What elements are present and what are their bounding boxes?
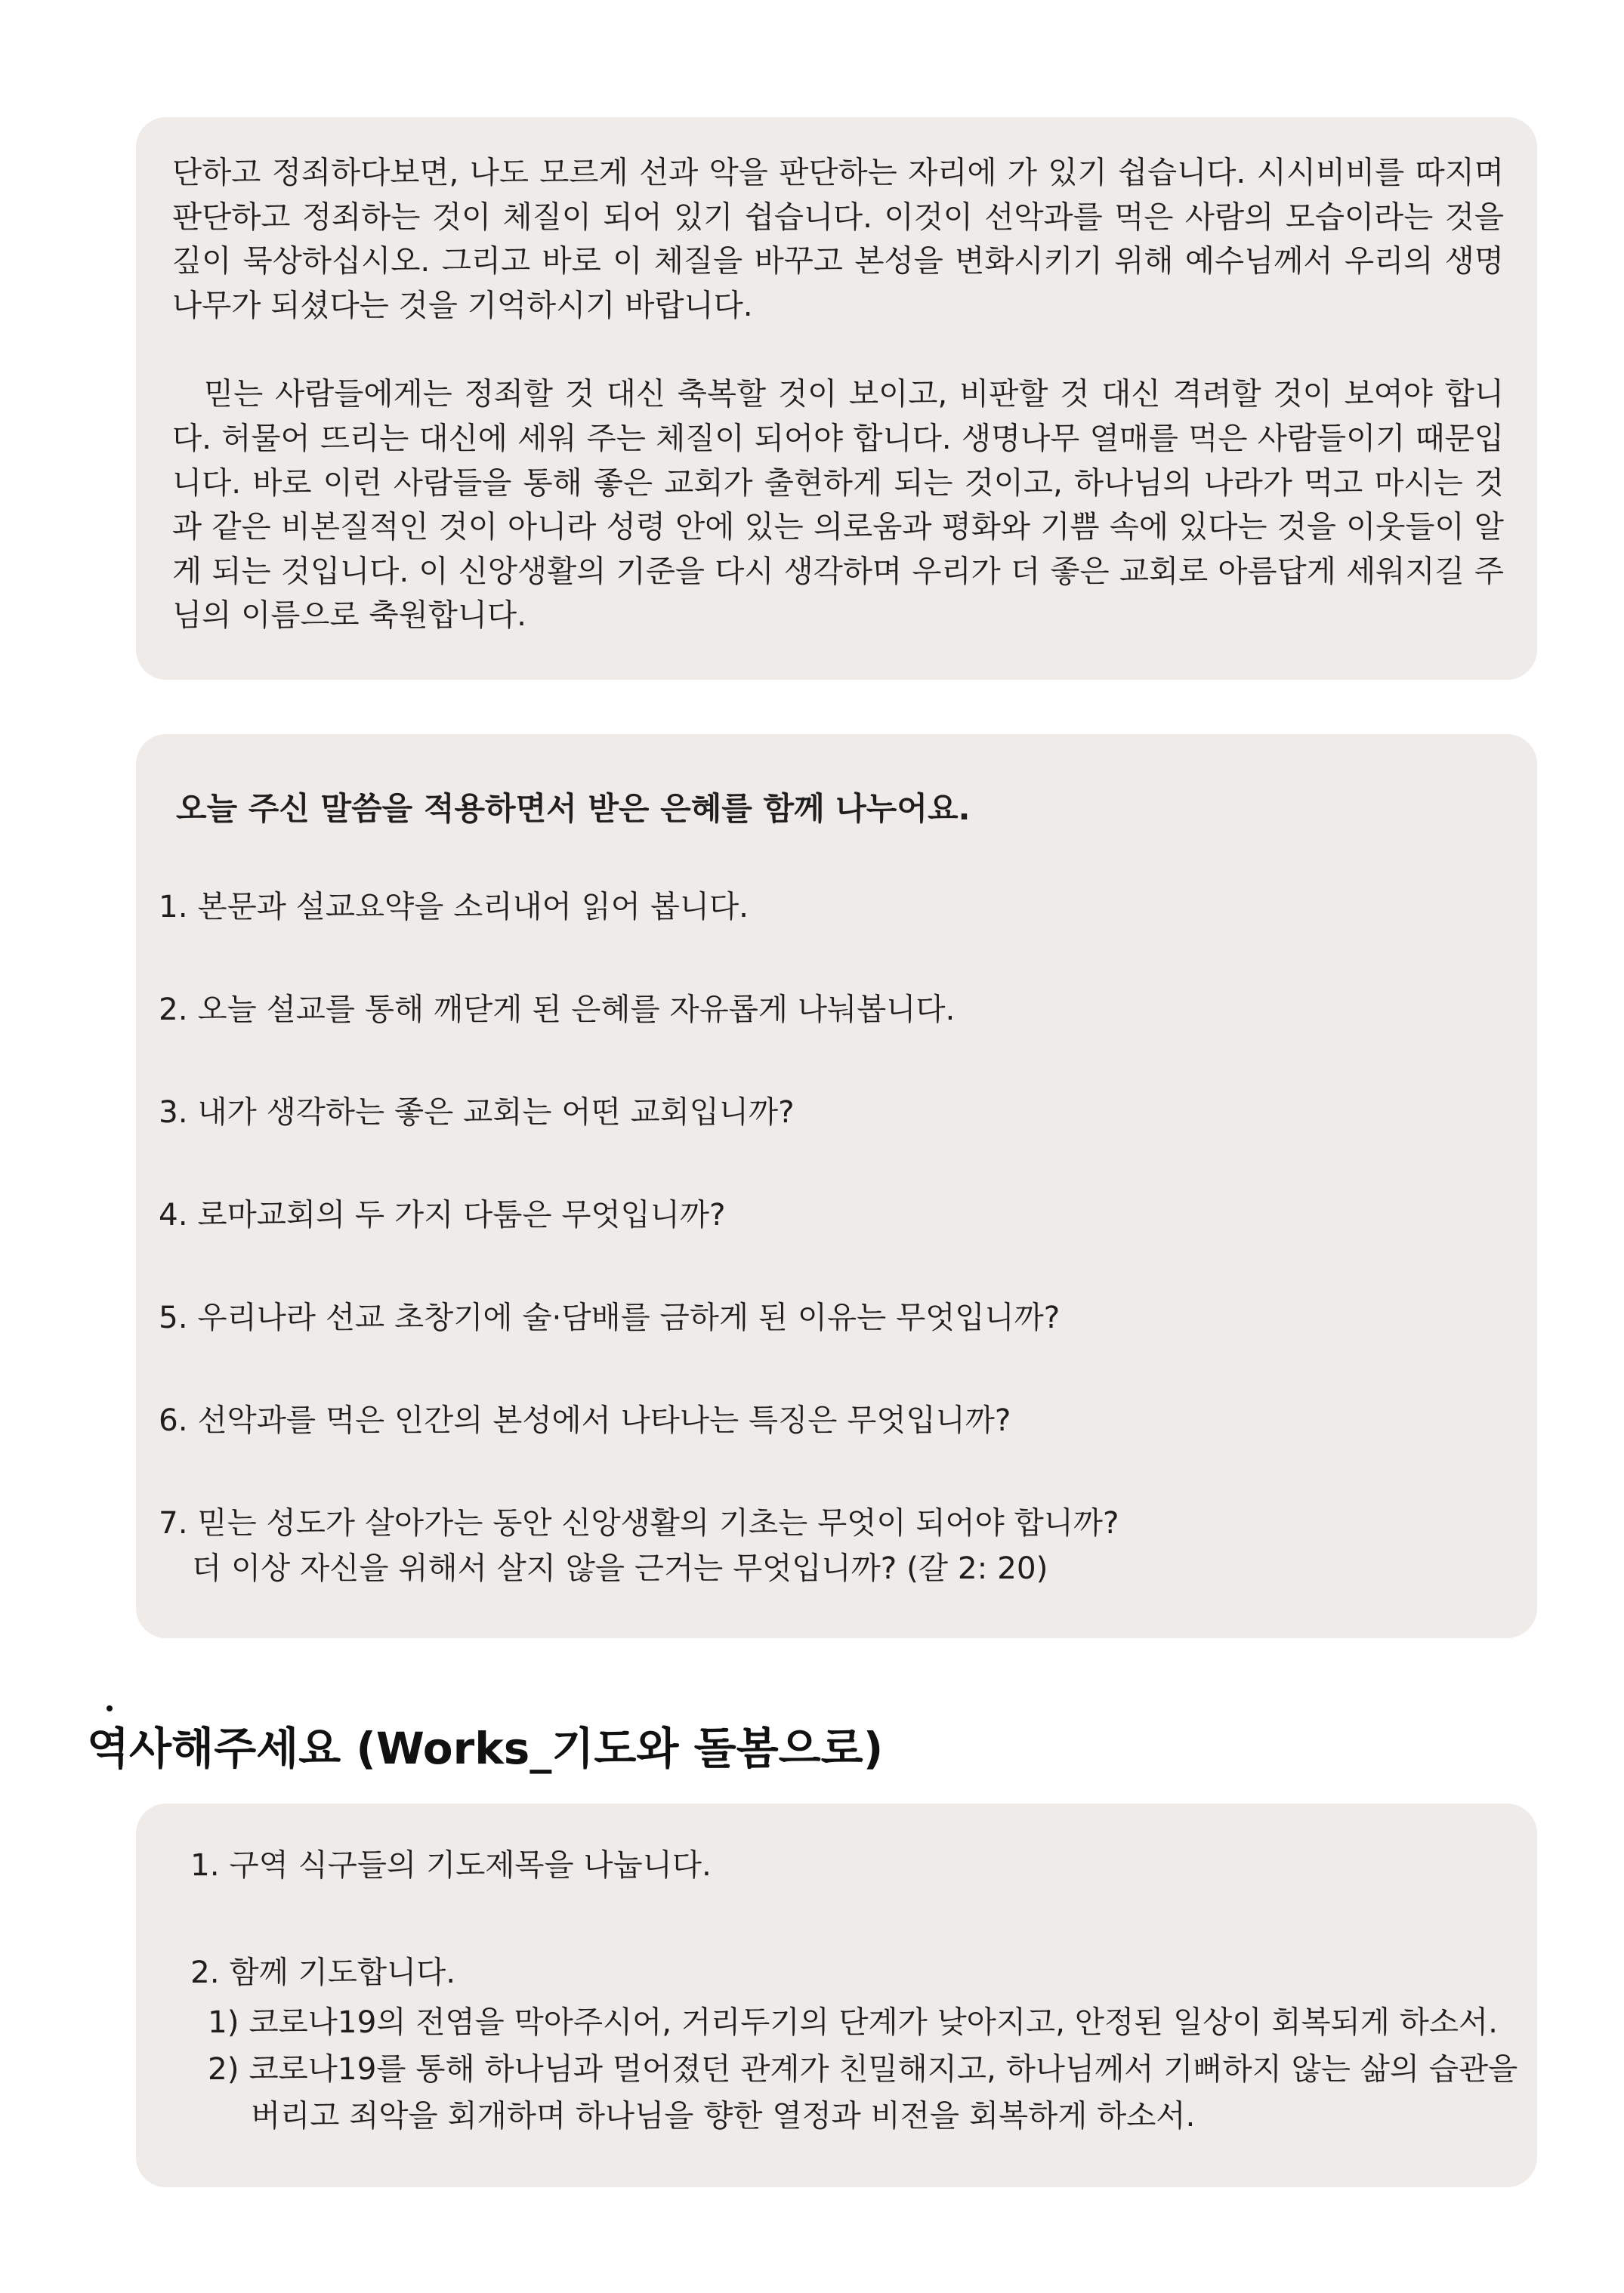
discussion-questions-card [136,734,1537,1638]
summary-paragraph-2: 믿는 사람들에게는 정죄할 것 대신 축복할 것이 보이고, 비판할 것 대신 격려할 것이 보여야 합니다. 허물어 뜨리는 대신에 세워 주는 체질이 되어야 합니다. 생명나무 열매를 먹은 사람들이기 때문입니다. 바로 이런 사람들을 통해 좋은 교회가 출현하게 되는 것이고, 하나님의 나라가 먹고 마시는 것과 같은 비본질적인 것이 아니라 성령 안에 있는 의로움과 평화와 기쁨 속에 있다는 것을 이웃들이 알게 되는 것입니다. 이 신앙생활의 기준을 다시 생각하며 우리가 더 좋은 교회로 아름답게 세워지길 주님의 이름으로 축원합니다. [172,375,1504,634]
works-section-heading: 역사해주세요 (Works_기도와 돌봄으로) [87,1723,884,1774]
question-item: 5. 우리나라 선교 초창기에 술·담배를 금하게 된 이유는 무엇입니까? [159,1299,1061,1335]
question-item: 7. 믿는 성도가 살아가는 동안 신앙생활의 기초는 무엇이 되어야 합니까? [159,1504,1119,1541]
prayer-step: 2. 함께 기도합니다. [190,1954,456,1990]
question-item-continuation: 더 이상 자신을 위해서 살지 않을 근거는 무엇입니까? (갈 2: 20) [192,1550,1048,1586]
summary-paragraph-1: 단하고 정죄하다보면, 나도 모르게 선과 악을 판단하는 자리에 가 있기 쉽습니다. 시시비비를 따지며 판단하고 정죄하는 것이 체질이 되어 있기 쉽습니다. 이것이 선악과를 먹은 사람의 모습이라는 것을 깊이 묵상하십시오. 그리고 바로 이 체질을 바꾸고 본성을 변화시키기 위해 예수님께서 우리의 생명나무가 되셨다는 것을 기억하시기 바랍니다. [172,154,1504,323]
question-item: 6. 선악과를 먹은 인간의 본성에서 나타나는 특징은 무엇입니까? [159,1402,1011,1438]
prayer-step: 1. 구역 식구들의 기도제목을 나눕니다. [190,1847,712,1883]
prayer-request: 2) 코로나19를 통해 하나님과 멀어졌던 관계가 친밀해지고, 하나님께서 기뻐하지 않는 삶의 습관을 [208,2051,1518,2087]
prayer-request: 1) 코로나19의 전염을 막아주시어, 거리두기의 단계가 낮아지고, 안정된 일상이 회복되게 하소서. [208,2004,1499,2040]
question-item: 4. 로마교회의 두 가지 다툼은 무엇입니까? [159,1196,726,1233]
sermon-summary-card [136,117,1537,680]
questions-title: 오늘 주신 말씀을 적용하면서 받은 은혜를 함께 나누어요. [176,790,971,827]
prayer-request-continuation: 버리고 죄악을 회개하며 하나님을 향한 열정과 비전을 회복하게 하소서. [251,2097,1196,2134]
prayer-card [136,1804,1537,2187]
heading-accent-dot [107,1705,113,1711]
question-item: 3. 내가 생각하는 좋은 교회는 어떤 교회입니까? [159,1094,795,1130]
question-item: 1. 본문과 설교요약을 소리내어 읽어 봅니다. [159,888,749,924]
question-item: 2. 오늘 설교를 통해 깨닫게 된 은혜를 자유롭게 나눠봅니다. [159,991,956,1027]
